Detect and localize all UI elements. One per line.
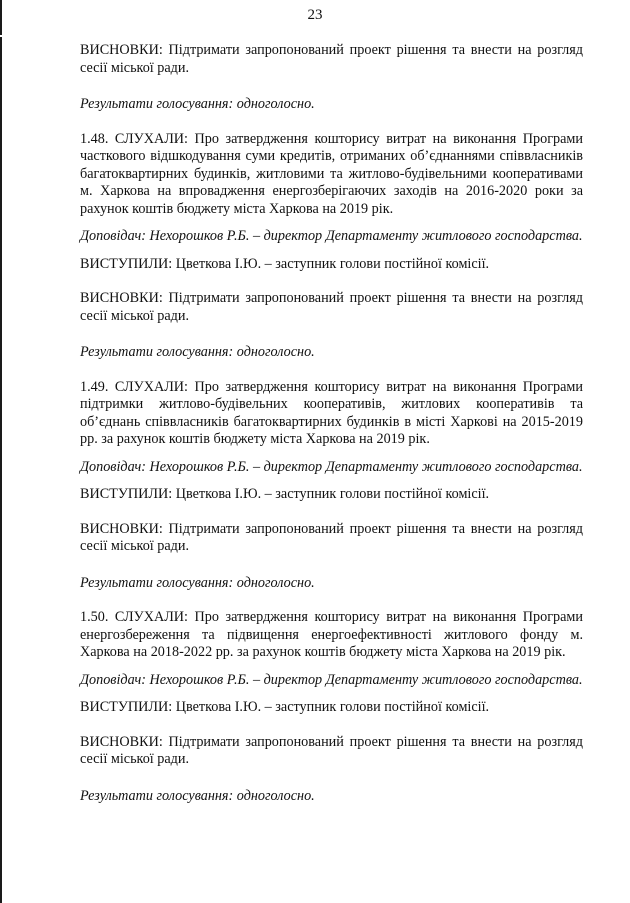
heard-text: 1.50. СЛУХАЛИ: Про затвердження кошторису витрат на виконання Програми енергозбереження та підвищення енергоефективності житлового фонду м. Харкова на 2018-2022 рр. за рахунок коштів бюджету міста Харкова на 2019 рік. (80, 609, 583, 660)
spoke-text: ВИСТУПИЛИ: Цветкова І.Ю. – заступник голови постійної комісії. (80, 699, 490, 715)
vote-block (80, 344, 583, 362)
heard-text: 1.49. СЛУХАЛИ: Про затвердження кошторису витрат на виконання Програми підтримки житлово-будівельних кооперативів, житлових кооперативів та об’єднань співвласників багатоквартирних будинків в місті Харкові на 2015-2019 рр. за рахунок коштів бюджету міста Харкова на 2019 рік. (80, 378, 583, 447)
conclusion-text: ВИСНОВКИ: Підтримати запропонований проект рішення та внести на розгляд сесії міської ради. (80, 520, 583, 554)
spoke-block (80, 699, 583, 717)
conclusion-block (80, 521, 583, 556)
conclusion-text: ВИСНОВКИ: Підтримати запропонований проект рішення та внести на розгляд сесії міської ради. (80, 290, 583, 324)
spoke-text: ВИСТУПИЛИ: Цветкова І.Ю. – заступник голови постійної комісії. (80, 486, 490, 502)
agenda-item-heard (80, 379, 583, 449)
agenda-item-heard (80, 131, 583, 219)
page-number: 23 (307, 7, 323, 23)
vote-block (80, 575, 583, 593)
vote-result-text: Результати голосування: одноголосно. (80, 344, 315, 360)
agenda-item-heard (80, 609, 583, 662)
speaker-text: Доповідач: Нехорошков Р.Б. – директор Департаменту житлового господарства. (80, 458, 583, 475)
vote-result-text: Результати голосування: одноголосно. (80, 96, 315, 112)
conclusion-text: ВИСНОВКИ: Підтримати запропонований проект рішення та внести на розгляд сесії міської ради. (80, 42, 583, 76)
conclusion-block (80, 42, 583, 77)
conclusion-text: ВИСНОВКИ: Підтримати запропонований проект рішення та внести на розгляд сесії міської ради. (80, 733, 583, 767)
spoke-text: ВИСТУПИЛИ: Цветкова І.Ю. – заступник голови постійної комісії. (80, 255, 490, 272)
speaker-text: Доповідач: Нехорошков Р.Б. – директор Департаменту житлового господарства. (80, 671, 583, 688)
speaker-block (80, 459, 583, 477)
heard-text: 1.48. СЛУХАЛИ: Про затвердження кошторису витрат на виконання Програми часткового відшкодування суми кредитів, отриманих об’єднаннями співвласників багатоквартирних будинків, житловими та житлово-будівельними кооперативами м. Харкова на впровадження енергозберігаючих заходів на 2016-2020 роки за рахунок коштів бюджету міста Харкова на 2019 рік. (80, 130, 583, 217)
spoke-block (80, 486, 583, 504)
vote-result-text: Результати голосування: одноголосно. (80, 787, 315, 804)
conclusion-block (80, 290, 583, 325)
vote-block (80, 96, 583, 114)
conclusion-block (80, 734, 583, 769)
speaker-text: Доповідач: Нехорошков Р.Б. – директор Департаменту житлового господарства. (80, 228, 583, 244)
speaker-block (80, 228, 583, 246)
spoke-block (80, 256, 583, 274)
vote-block (80, 788, 583, 806)
scan-edge-gap (0, 35, 2, 37)
document-body (80, 42, 583, 822)
vote-result-text: Результати голосування: одноголосно. (80, 574, 315, 591)
speaker-block (80, 672, 583, 690)
scan-edge-line (0, 0, 2, 903)
